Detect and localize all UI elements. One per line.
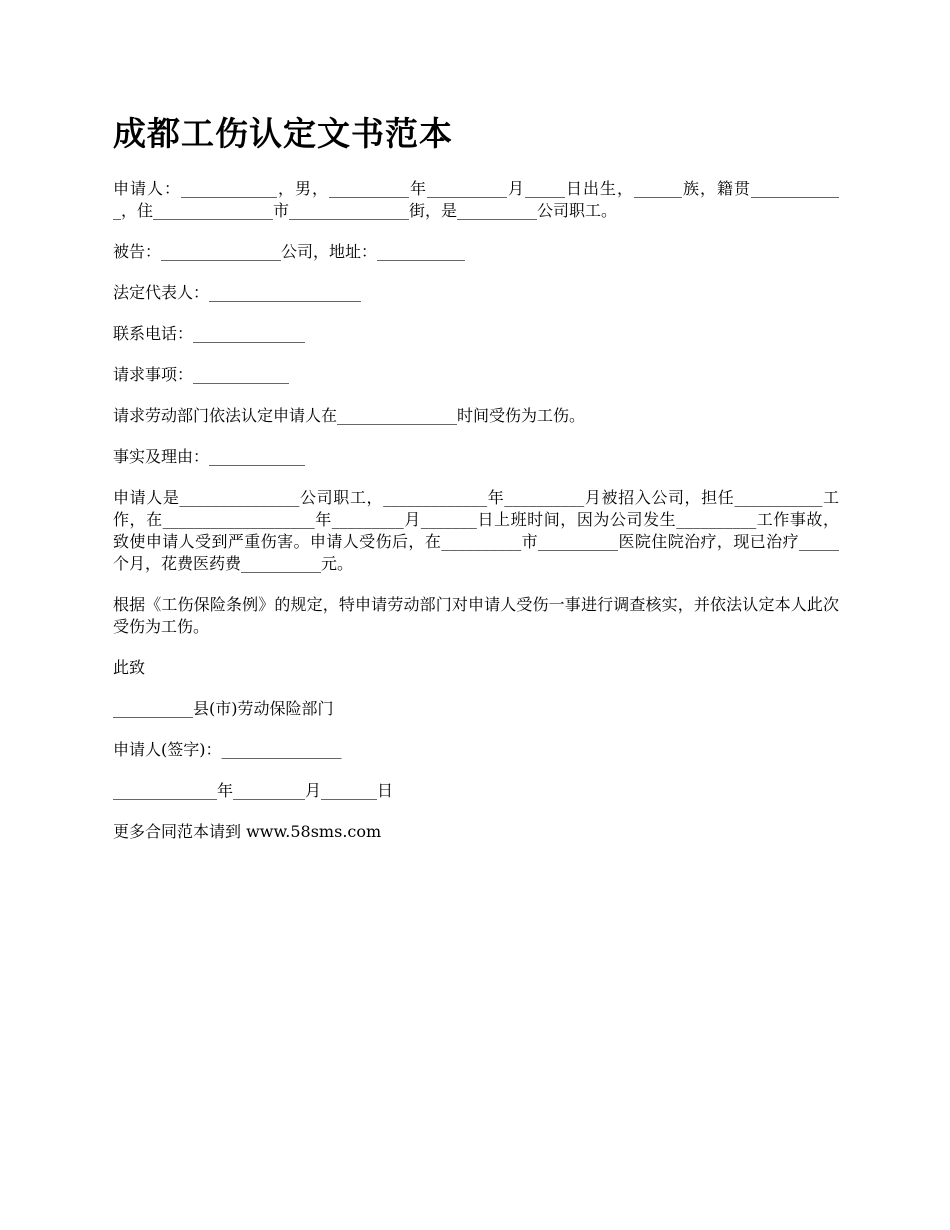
salutation-paragraph: 此致 [113,658,146,677]
footer-link-paragraph: 更多合同范本请到 www.58sms.com [113,822,382,841]
recipient-department-paragraph: __________县(市)劳动保险部门 [113,699,334,718]
legal-basis-paragraph: 根据《工伤保险条例》的规定，特申请劳动部门对申请人受伤一事进行调查核实，并依法认定本人此次受伤为工伤。 [113,595,839,636]
defendant-paragraph: 被告：_______________公司，地址：___________ [113,242,466,261]
document-page [113,112,839,862]
facts-body-paragraph: 申请人是_______________公司职工，_____________年__________月被招入公司，担任___________工作，在___________________年_________月_______日上班时间，因为公司发生__________工作事故，致使申请人受到严重伤害。申请人受伤后，在__________市__________医院住院治疗，现已治疗_____个月，花费医药费__________元。 [113,488,839,573]
date-line-paragraph: _____________年_________月_______日 [113,781,394,800]
legal-representative-paragraph: 法定代表人：___________________ [113,283,362,302]
request-items-paragraph: 请求事项：____________ [113,365,290,384]
contact-phone-paragraph: 联系电话：______________ [113,324,306,343]
facts-heading-paragraph: 事实及理由：____________ [113,447,306,466]
signature-line-paragraph: 申请人(签字)：_______________ [113,740,342,759]
document-title: 成都工伤认定文书范本 [113,114,453,153]
applicant-info-paragraph: 申请人：____________，男，__________年__________月_____日出生，______族，籍贯____________，住_______________市_______________街，是__________公司职工。 [113,179,839,220]
request-statement-paragraph: 请求劳动部门依法认定申请人在_______________时间受伤为工伤。 [113,406,586,425]
